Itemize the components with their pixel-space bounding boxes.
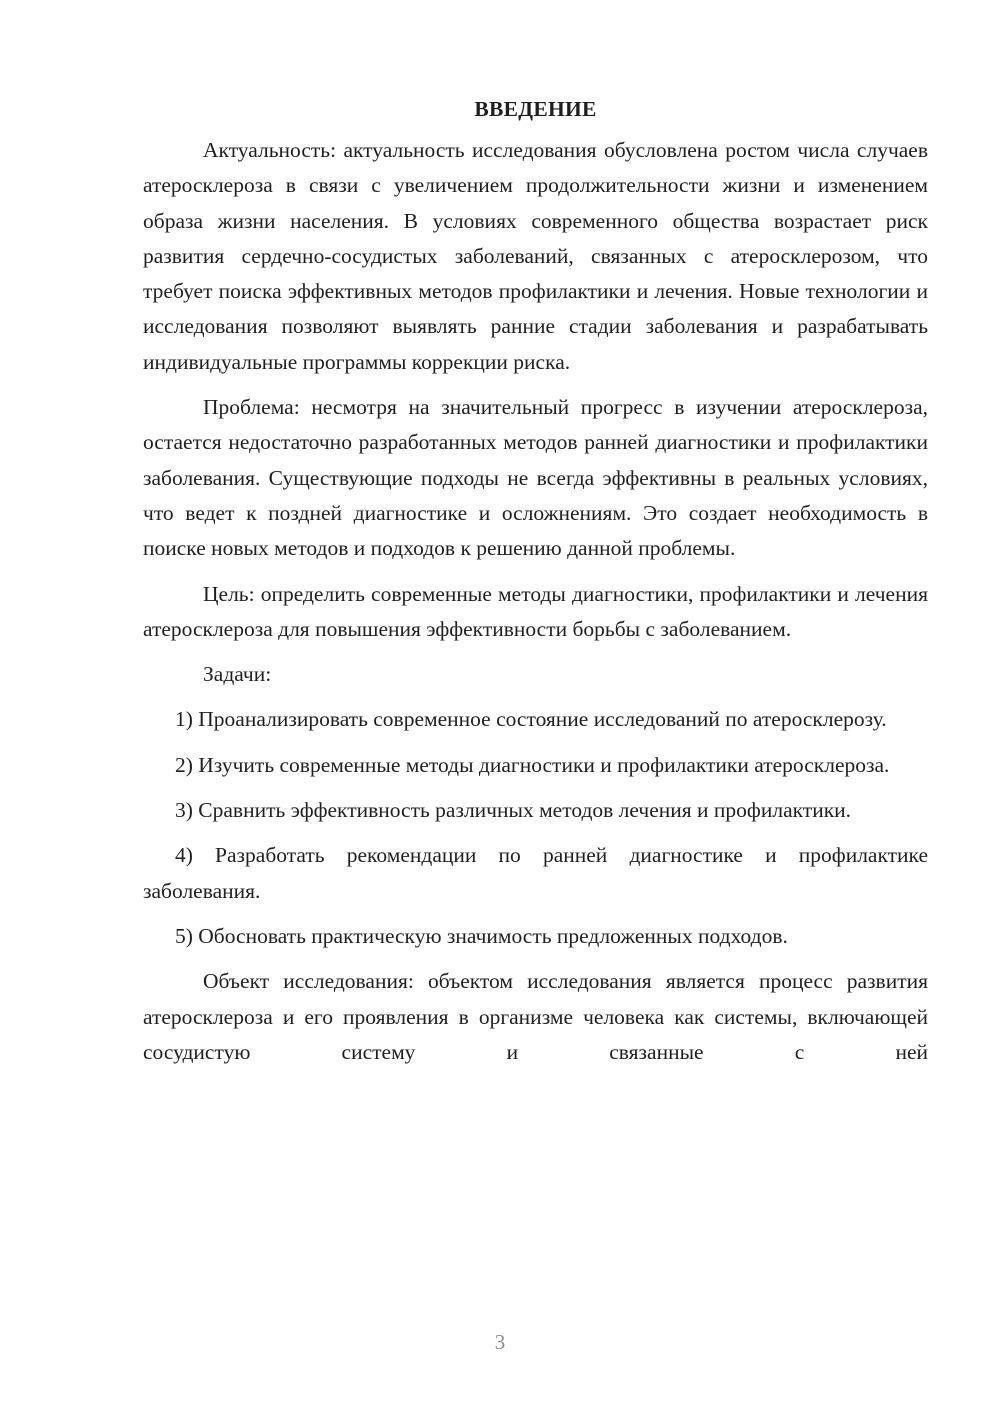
relevance-paragraph: Актуальность: актуальность исследования обусловлена ростом числа случаев атеросклероза в связи с увеличением продолжительности жизни и изменением образа жизни населения. В условиях современного общества возрастает риск развития сердечно-сосудистых заболеваний, связанных с атеросклерозом, что требует поиска эффективных методов профилактики и лечения. Новые технологии и исследования позволяют выявлять ранние стадии заболевания и разрабатывать индивидуальные программы коррекции риска. (143, 138, 928, 374)
goal-paragraph: Цель: определить современные методы диагностики, профилактики и лечения атеросклероза для повышения эффективности борьбы с заболеванием. (143, 581, 928, 641)
tasks-label: Задачи: (203, 662, 272, 687)
problem-paragraph: Проблема: несмотря на значительный прогресс в изучении атеросклероза, остается недостаточно разработанных методов ранней диагностики и профилактики заболевания. Существующие подходы не всегда эффективны в реальных условиях, что ведет к поздней диагностике и осложнениям. Это создает необходимость в поиске новых методов и подходов к решению данной проблемы. (143, 395, 928, 561)
object-paragraph: Объект исследования: объектом исследования является процесс развития атеросклероза и его проявления в организме человека как системы, включающей сосудистую систему и связанные с ней (143, 969, 928, 1064)
task-item-1: 1) Проанализировать современное состояние исследований по атеросклерозу. (175, 707, 887, 732)
task-item-5: 5) Обосновать практическую значимость предложенных подходов. (175, 923, 788, 948)
task-item-3: 3) Сравнить эффективность различных методов лечения и профилактики. (175, 798, 852, 823)
task-item-4: 4) Разработать рекомендации по ранней диагностике и профилактике заболевания. (143, 843, 928, 903)
page-number: 3 (494, 1330, 506, 1354)
document-page (143, 92, 928, 1080)
task-item-2: 2) Изучить современные методы диагностики и профилактики атеросклероза. (175, 752, 890, 777)
section-heading: ВВЕДЕНИЕ (474, 97, 597, 121)
